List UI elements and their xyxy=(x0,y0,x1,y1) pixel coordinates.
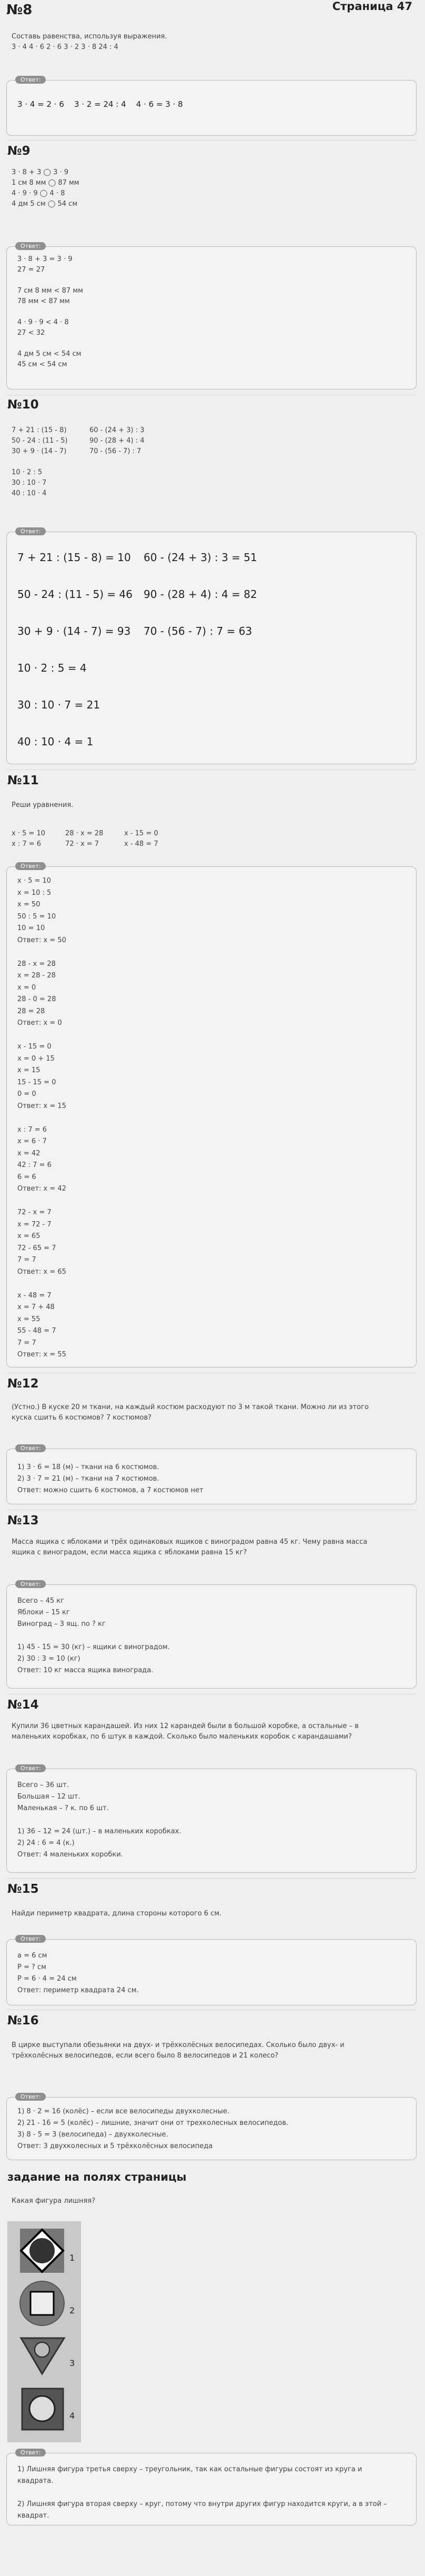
answer-line: 10 · 2 : 5 = 4 xyxy=(17,662,87,674)
answer-line: 7 + 21 : (15 - 8) = 10 xyxy=(17,551,131,564)
answer-box-margin xyxy=(6,2449,417,2525)
answer-box-15 xyxy=(6,1935,417,2005)
line: 60 - (24 + 3) : 3 xyxy=(89,426,145,434)
line: Масса ящика с яблоками и трёх одинаковых ящиков с виноградом равна 45 кг. Чему равна масса xyxy=(12,1538,368,1546)
divider xyxy=(7,1878,417,1879)
line xyxy=(17,2487,387,2499)
line: Купили 36 цветных карандашей. Из них 12 карандей были в большой коробке, а остальные – в xyxy=(12,1722,359,1730)
line: 4 · 9 · 9 < 4 · 8 xyxy=(17,318,69,326)
line: 72 · x = 7 xyxy=(65,840,99,848)
answer-line: x = 55 xyxy=(17,1315,41,1323)
task-line: 1 см 8 мм ◯ 87 мм xyxy=(12,179,79,187)
line: 7 + 21 : (15 - 8) xyxy=(12,426,67,434)
line xyxy=(17,1814,181,1826)
answer-line: Ответ: x = 0 xyxy=(17,1019,62,1027)
line: x - 48 = 7 xyxy=(124,840,158,848)
answer-line: 55 - 48 = 7 xyxy=(17,1327,56,1335)
answer-label: Ответ: xyxy=(15,2449,46,2457)
answer-line: 60 - (24 + 3) : 3 = 51 xyxy=(144,551,257,564)
line: Ответ: можно сшить 6 костюмов, а 7 костюмов нет xyxy=(17,1486,204,1494)
line: 7 см 8 мм < 87 мм xyxy=(17,287,83,295)
line: x · 5 = 10 xyxy=(12,830,46,837)
answer-lines xyxy=(17,1780,181,1861)
answer-box-9 xyxy=(6,243,417,390)
line: a = 6 см xyxy=(17,1952,47,1960)
answer-line: 72 - 65 = 7 xyxy=(17,1244,56,1252)
answer-line xyxy=(17,1112,66,1124)
task-number-12: №12 xyxy=(7,1377,39,1391)
answer-line: x : 7 = 6 xyxy=(17,1125,47,1134)
line: 28 · x = 28 xyxy=(65,830,104,837)
task-10-right xyxy=(89,425,145,457)
task-8-text xyxy=(7,32,417,53)
line: Ответ: 4 маленьких коробки. xyxy=(17,1851,123,1859)
answer-line: 70 - (56 - 7) : 7 = 63 xyxy=(144,625,252,637)
line: 78 мм < 87 мм xyxy=(17,297,70,305)
answer-line: 15 - 15 = 0 xyxy=(17,1078,56,1086)
answer-label: Ответ: xyxy=(15,76,46,84)
line: 10 · 2 : 5 xyxy=(12,468,43,476)
answer-line: x = 42 xyxy=(17,1149,41,1157)
answer-label: Ответ: xyxy=(15,2093,46,2101)
answer-lines xyxy=(17,2464,387,2522)
answer-label: Ответ: xyxy=(15,1580,46,1588)
eq-col-2 xyxy=(65,828,103,850)
answer-box-8 xyxy=(6,76,417,136)
line: 1) 3 · 6 = 18 (м) – ткани на 6 костюмов. xyxy=(17,1463,159,1471)
task-16-text xyxy=(7,2040,417,2061)
margin-task-text: Какая фигура лишняя? xyxy=(12,2197,96,2205)
line: куска сшить 6 костюмов? 7 костюмов? xyxy=(12,1414,152,1422)
answer-label: Ответ: xyxy=(15,1444,46,1452)
answer-line: Ответ: x = 42 xyxy=(17,1185,66,1193)
task-number-8: №8 xyxy=(6,2,33,18)
answer-box-13 xyxy=(6,1581,417,1689)
line: P = 6 · 4 = 24 см xyxy=(17,1975,77,1983)
line: 2) 3 · 7 = 21 (м) – ткани на 7 костюмов. xyxy=(17,1475,159,1483)
answer-label: Ответ: xyxy=(15,527,46,535)
task-14-text xyxy=(7,1721,417,1742)
line: 1) 45 - 15 = 30 (кг) – ящики с виноградом. xyxy=(17,1643,170,1651)
line: x - 15 = 0 xyxy=(124,830,158,837)
task-number-16: №16 xyxy=(7,2014,39,2028)
line: 50 - 24 : (11 - 5) xyxy=(12,437,68,445)
answer-line: Ответ: x = 15 xyxy=(17,1102,66,1110)
task-number-10: №10 xyxy=(7,398,39,412)
line: 90 - (28 + 4) : 4 xyxy=(89,437,145,445)
line: квадрат. xyxy=(17,2512,49,2520)
task-number-15: №15 xyxy=(7,1882,39,1896)
answer-line: x = 7 + 48 xyxy=(17,1303,55,1311)
task-number-14: №14 xyxy=(7,1698,39,1712)
line: Ответ: 3 двухколесных и 5 трёхколёсных велосипеда xyxy=(17,2142,213,2150)
page-title: Страница 47 xyxy=(332,0,412,13)
line: 30 : 10 · 7 xyxy=(12,479,47,487)
answer-line: 0 = 0 xyxy=(17,1090,36,1098)
shape-4 xyxy=(22,2389,63,2430)
shape-1 xyxy=(20,2229,64,2273)
answer-line: x = 15 xyxy=(17,1066,41,1074)
shape-label-1: 1 xyxy=(69,2253,75,2263)
line: 2) 24 : 6 = 4 (к.) xyxy=(17,1839,75,1847)
line: (Устно.) В куске 20 м ткани, на каждый костюм расходуют по 3 м такой ткани. Можно ли из этого xyxy=(12,1403,369,1411)
answer-line: Ответ: x = 65 xyxy=(17,1267,66,1276)
task-10-left xyxy=(12,425,68,499)
task-13-text xyxy=(7,1537,417,1558)
answer-line: 30 + 9 · (14 - 7) = 93 xyxy=(17,625,131,637)
task-number-9: №9 xyxy=(7,144,31,158)
line: Маленькая – ? к. по 6 шт. xyxy=(17,1804,109,1812)
answer-line: x = 50 xyxy=(17,901,41,908)
page-header xyxy=(0,0,425,16)
answer-lines xyxy=(17,254,83,370)
line: 2) 21 - 16 = 5 (колёс) – лишние, значит они от трехколесных велосипедов. xyxy=(17,2119,289,2127)
line: трёхколёсных велосипедов, если всего было 8 велосипедов и 21 колесо? xyxy=(12,2052,279,2060)
answer-line: Ответ: x = 50 xyxy=(17,936,66,944)
shape-3 xyxy=(21,2338,64,2374)
line: В цирке выступали обезьянки на двух- и трёхколёсных велосипедах. Сколько было двух- и xyxy=(12,2041,345,2049)
answer-lines xyxy=(17,875,66,1361)
line: 70 - (56 - 7) : 7 xyxy=(89,447,141,455)
line: Виноград – 3 ящ. по ? кг xyxy=(17,1620,106,1628)
answer-box-11 xyxy=(6,863,417,1367)
answer-line: Ответ: x = 55 xyxy=(17,1351,66,1359)
answer-line: 28 - x = 28 xyxy=(17,960,56,968)
answer-line: 28 - 0 = 28 xyxy=(17,995,56,1003)
line: 45 см < 54 см xyxy=(17,361,67,368)
answer-line: 50 : 5 = 10 xyxy=(17,912,56,921)
eq-col-1 xyxy=(12,828,45,850)
answer-line: x = 65 xyxy=(17,1232,41,1240)
answer-line: x = 6 · 7 xyxy=(17,1137,47,1145)
answer-line: x = 10 : 5 xyxy=(17,888,52,897)
answer-line: 40 : 10 · 4 = 1 xyxy=(17,735,94,748)
task-9-text xyxy=(7,167,417,209)
shape-2 xyxy=(20,2281,64,2325)
line: 4 дм 5 см < 54 см xyxy=(17,350,82,358)
answer-line: 50 - 24 : (11 - 5) = 46 xyxy=(17,588,133,601)
answer-line: x · 5 = 10 xyxy=(17,877,52,885)
answer-lines xyxy=(17,2106,288,2152)
line: 1) 36 – 12 = 24 (шт.) – в маленьких коробках. xyxy=(17,1828,181,1835)
line: 1) Лишняя фигура третья сверху – треугольник, так как остальные фигуры состоят из круга и xyxy=(17,2465,362,2473)
answer-line: 6 = 6 xyxy=(17,1173,36,1181)
answer-line: 72 - x = 7 xyxy=(17,1209,52,1216)
answer-lines xyxy=(17,1462,204,1496)
line: Большая – 12 шт. xyxy=(17,1793,80,1801)
answer-lines xyxy=(17,1595,170,1676)
line: 2) 30 : 3 = 10 (кг) xyxy=(17,1655,80,1663)
line: 27 < 32 xyxy=(17,329,45,337)
line xyxy=(17,307,83,317)
shape-label-2: 2 xyxy=(69,2305,75,2315)
answer-line: x - 48 = 7 xyxy=(17,1291,52,1300)
answer-text: 3 · 4 = 2 · 6 3 · 2 = 24 : 4 4 · 6 = 3 · 8 xyxy=(17,99,183,109)
answer-line xyxy=(17,946,66,958)
answer-line: 7 = 7 xyxy=(17,1339,36,1347)
line: 40 : 10 · 4 xyxy=(12,490,47,497)
line: ящика с виноградом, если масса ящика с яблоками равна 15 кг? xyxy=(12,1549,247,1556)
answer-line: 42 : 7 = 6 xyxy=(17,1161,52,1169)
line: Ответ: периметр квадрата 24 см. xyxy=(17,1986,139,1994)
answer-line: x = 0 xyxy=(17,983,36,992)
answer-line: x - 15 = 0 xyxy=(17,1043,52,1051)
line: x : 7 = 6 xyxy=(12,840,42,848)
task-11-text: Реши уравнения. xyxy=(12,801,74,809)
answer-line: 28 = 28 xyxy=(17,1007,45,1015)
task-15-text: Найди периметр квадрата, длина стороны которого 6 см. xyxy=(12,1910,222,1918)
answer-line xyxy=(17,1030,66,1042)
task-line: 3 · 4 4 · 6 2 · 6 3 · 2 3 · 8 24 : 4 xyxy=(12,43,118,51)
task-line: 4 дм 5 см ◯ 54 см xyxy=(12,200,78,208)
answer-box-16 xyxy=(6,2093,417,2160)
answer-lines xyxy=(17,1950,139,1996)
answer-label: Ответ: xyxy=(15,862,46,870)
answer-label: Ответ: xyxy=(15,1935,46,1943)
answer-line: x = 0 + 15 xyxy=(17,1054,55,1063)
shape-label-4: 4 xyxy=(69,2411,75,2421)
task-number-11: №11 xyxy=(7,774,39,787)
line: 2) Лишняя фигура вторая сверху – круг, потому что внутри других фигур находится круги, а в этой – xyxy=(17,2500,387,2508)
answer-line: 7 = 7 xyxy=(17,1256,36,1264)
task-line: Составь равенства, используя выражения. xyxy=(12,33,167,41)
line: маленьких коробках, по 6 штук в каждой. Сколько было маленьких коробок с карандашами? xyxy=(12,1733,352,1741)
line xyxy=(17,338,83,349)
answer-line: 10 = 10 xyxy=(17,924,45,932)
answer-box-14 xyxy=(6,1765,417,1873)
line: P = ? см xyxy=(17,1963,46,1971)
shape-label-3: 3 xyxy=(69,2358,75,2368)
answer-line: 90 - (28 + 4) : 4 = 82 xyxy=(144,588,257,601)
task-12-text xyxy=(7,1402,417,1423)
line: 3) 8 - 5 = 3 (велосипеда) – двухколесные. xyxy=(17,2131,168,2139)
line: Яблоки – 15 кг xyxy=(17,1609,70,1616)
line xyxy=(17,1630,170,1642)
line xyxy=(17,275,83,286)
answer-box-10 xyxy=(6,528,417,764)
line: 1) 8 · 2 = 16 (колёс) – если все велосипеды двухколесные. xyxy=(17,2108,229,2115)
line: квадрата. xyxy=(17,2477,54,2485)
eq-col-3 xyxy=(124,828,158,850)
answer-label: Ответ: xyxy=(15,242,46,250)
answer-box-12 xyxy=(6,1445,417,1504)
shapes-figure xyxy=(7,2221,81,2442)
line: Всего – 36 шт. xyxy=(17,1781,69,1789)
line: Всего – 45 кг xyxy=(17,1597,64,1605)
line: 3 · 8 + 3 = 3 · 9 xyxy=(17,255,73,263)
margin-task-title: задание на полях страницы xyxy=(7,2171,187,2183)
answer-line: 30 : 10 · 7 = 21 xyxy=(17,698,100,711)
answer-line xyxy=(17,1278,66,1290)
task-number-13: №13 xyxy=(7,1514,39,1527)
answer-line: x = 72 - 7 xyxy=(17,1220,52,1229)
line xyxy=(12,457,68,467)
task-line: 4 · 9 · 9 ◯ 4 · 8 xyxy=(12,189,65,197)
line: Ответ: 10 кг масса ящика винограда. xyxy=(17,1666,154,1674)
divider xyxy=(7,140,417,141)
answer-label: Ответ: xyxy=(15,1764,46,1772)
answer-line xyxy=(17,1195,66,1207)
line: 30 + 9 · (14 - 7) xyxy=(12,447,67,455)
task-line: 3 · 8 + 3 ◯ 3 · 9 xyxy=(12,168,69,176)
answer-line: x = 28 - 28 xyxy=(17,972,56,980)
line: 27 = 27 xyxy=(17,266,45,274)
